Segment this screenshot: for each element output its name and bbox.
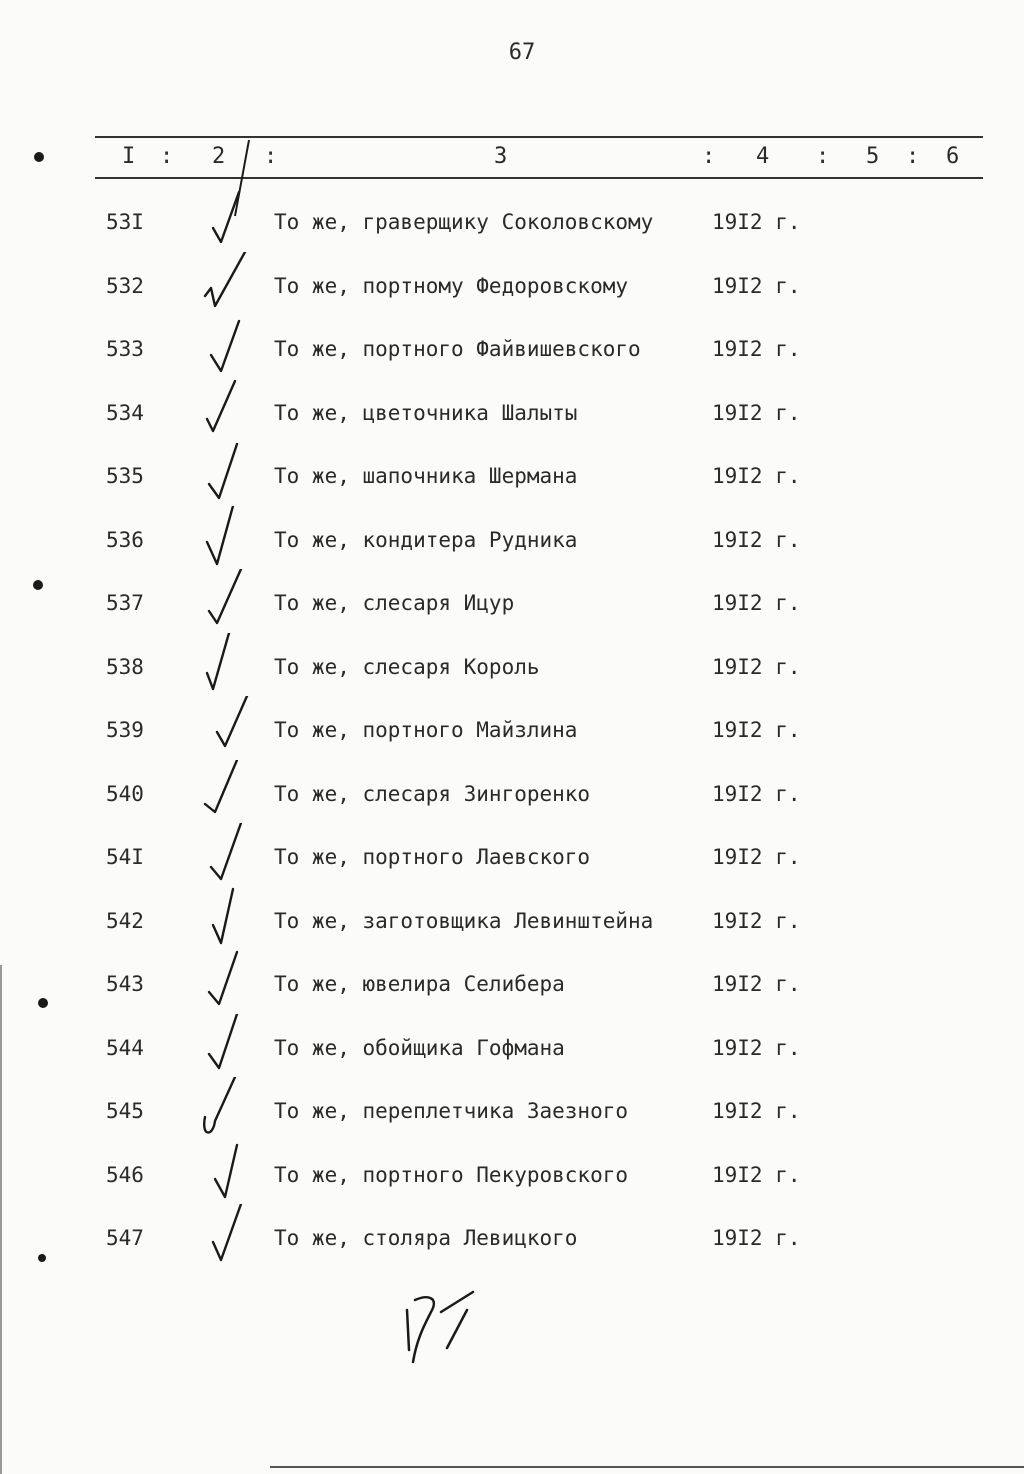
table-row bbox=[0, 1099, 1024, 1139]
binding-hole bbox=[33, 580, 43, 590]
row-year: 19I2 г. bbox=[712, 273, 801, 298]
row-year: 19I2 г. bbox=[712, 908, 801, 933]
row-description: То же, портного Лаевского bbox=[274, 845, 591, 869]
header-separator: : bbox=[264, 144, 278, 169]
table-row bbox=[0, 1036, 1024, 1076]
checkmark-icon bbox=[195, 696, 265, 756]
checkmark-icon bbox=[195, 569, 265, 629]
row-description: То же, портного Пекуровского bbox=[274, 1162, 629, 1187]
header-col-3: 3 bbox=[494, 144, 508, 169]
checkmark-icon bbox=[195, 1141, 265, 1201]
checkmark-icon bbox=[195, 506, 265, 566]
table-row bbox=[0, 401, 1024, 441]
row-description: То же, ювелира Селибера bbox=[274, 972, 565, 996]
row-number: 53I bbox=[106, 210, 144, 234]
table-row bbox=[0, 972, 1024, 1012]
row-number: 532 bbox=[106, 273, 144, 298]
row-number: 535 bbox=[106, 464, 144, 488]
row-number: 537 bbox=[106, 591, 144, 615]
table-row bbox=[0, 337, 1024, 377]
binding-hole bbox=[34, 152, 44, 162]
row-year: 19I2 г. bbox=[712, 654, 801, 679]
row-number: 533 bbox=[106, 337, 144, 361]
header-separator: : bbox=[702, 144, 716, 169]
header-col-4: 4 bbox=[756, 144, 770, 169]
row-description: То же, слесаря Зингоренко bbox=[274, 781, 591, 806]
row-description: То же, шапочника Шермана bbox=[274, 464, 578, 488]
row-number: 547 bbox=[106, 1226, 144, 1250]
row-number: 545 bbox=[106, 1099, 144, 1123]
row-number: 536 bbox=[106, 527, 144, 552]
row-description: То же, портному Федоровскому bbox=[274, 273, 629, 298]
header-col-1: I bbox=[122, 144, 136, 169]
row-number: 546 bbox=[106, 1162, 144, 1187]
checkmark-icon bbox=[195, 760, 265, 820]
table-row bbox=[0, 464, 1024, 504]
checkmark-icon bbox=[195, 1014, 265, 1074]
scan-edge-line bbox=[0, 965, 2, 1474]
row-description: То же, заготовщика Левинштейна bbox=[274, 908, 654, 933]
checkmark-icon bbox=[195, 1077, 265, 1137]
row-year: 19I2 г. bbox=[712, 718, 801, 742]
row-year: 19I2 г. bbox=[712, 1099, 801, 1123]
row-description: То же, портного Файвишевского bbox=[274, 337, 641, 361]
checkmark-icon bbox=[195, 252, 265, 312]
table-row bbox=[0, 591, 1024, 631]
table-row bbox=[0, 528, 1024, 568]
row-year: 19I2 г. bbox=[712, 591, 801, 615]
row-description: То же, слесаря Ицур bbox=[274, 591, 515, 615]
row-year: 19I2 г. bbox=[712, 1162, 801, 1187]
checkmark-icon bbox=[195, 379, 265, 439]
table-row bbox=[0, 718, 1024, 758]
row-description: То же, переплетчика Заезного bbox=[274, 1099, 629, 1123]
table-row bbox=[0, 655, 1024, 695]
row-number: 543 bbox=[106, 972, 144, 996]
table-row bbox=[0, 909, 1024, 949]
row-year: 19I2 г. bbox=[712, 972, 801, 996]
table-row bbox=[0, 210, 1024, 250]
row-number: 54I bbox=[106, 845, 144, 869]
table-row bbox=[0, 782, 1024, 822]
scan-edge-line bbox=[270, 1466, 1024, 1468]
binding-hole bbox=[38, 1254, 46, 1262]
table-row bbox=[0, 274, 1024, 314]
checkmark-icon bbox=[195, 633, 265, 693]
row-description: То же, кондитера Рудника bbox=[274, 527, 578, 552]
handwritten-number bbox=[395, 1290, 485, 1370]
row-year: 19I2 г. bbox=[712, 781, 801, 806]
row-year: 19I2 г. bbox=[712, 527, 801, 552]
row-year: 19I2 г. bbox=[712, 845, 801, 869]
row-year: 19I2 г. bbox=[712, 210, 801, 234]
checkmark-icon bbox=[195, 315, 265, 375]
row-year: 19I2 г. bbox=[712, 1226, 801, 1250]
row-number: 538 bbox=[106, 654, 144, 679]
checkmark-icon bbox=[195, 1204, 265, 1264]
header-separator: : bbox=[816, 144, 830, 169]
row-year: 19I2 г. bbox=[712, 337, 801, 361]
row-description: То же, обойщика Гофмана bbox=[274, 1035, 565, 1060]
checkmark-icon bbox=[195, 823, 265, 883]
header-col-6: 6 bbox=[946, 144, 960, 169]
row-number: 539 bbox=[106, 718, 144, 742]
table-row bbox=[0, 845, 1024, 885]
checkmark-icon bbox=[195, 188, 265, 248]
header-separator: : bbox=[906, 144, 920, 169]
checkmark-icon bbox=[195, 442, 265, 502]
header-col-5: 5 bbox=[866, 144, 880, 169]
header-separator: : bbox=[160, 144, 174, 169]
row-year: 19I2 г. bbox=[712, 1035, 801, 1060]
binding-hole bbox=[38, 998, 48, 1008]
row-description: То же, столяра Левицкого bbox=[274, 1226, 578, 1250]
row-description: То же, портного Майзлина bbox=[274, 718, 578, 742]
row-description: То же, граверщику Соколовскому bbox=[274, 210, 654, 234]
row-number: 542 bbox=[106, 908, 144, 933]
row-number: 540 bbox=[106, 781, 144, 806]
checkmark-icon bbox=[195, 950, 265, 1010]
row-number: 534 bbox=[106, 400, 144, 425]
checkmark-icon bbox=[195, 887, 265, 947]
row-year: 19I2 г. bbox=[712, 400, 801, 425]
row-year: 19I2 г. bbox=[712, 464, 801, 488]
page-number: 67 bbox=[508, 40, 536, 65]
table-row bbox=[0, 1163, 1024, 1203]
row-description: То же, цветочника Шалыты bbox=[274, 400, 578, 425]
table-row bbox=[0, 1226, 1024, 1266]
row-description: То же, слесаря Король bbox=[274, 654, 540, 679]
row-number: 544 bbox=[106, 1035, 144, 1060]
header-col-2: 2 bbox=[212, 144, 226, 169]
